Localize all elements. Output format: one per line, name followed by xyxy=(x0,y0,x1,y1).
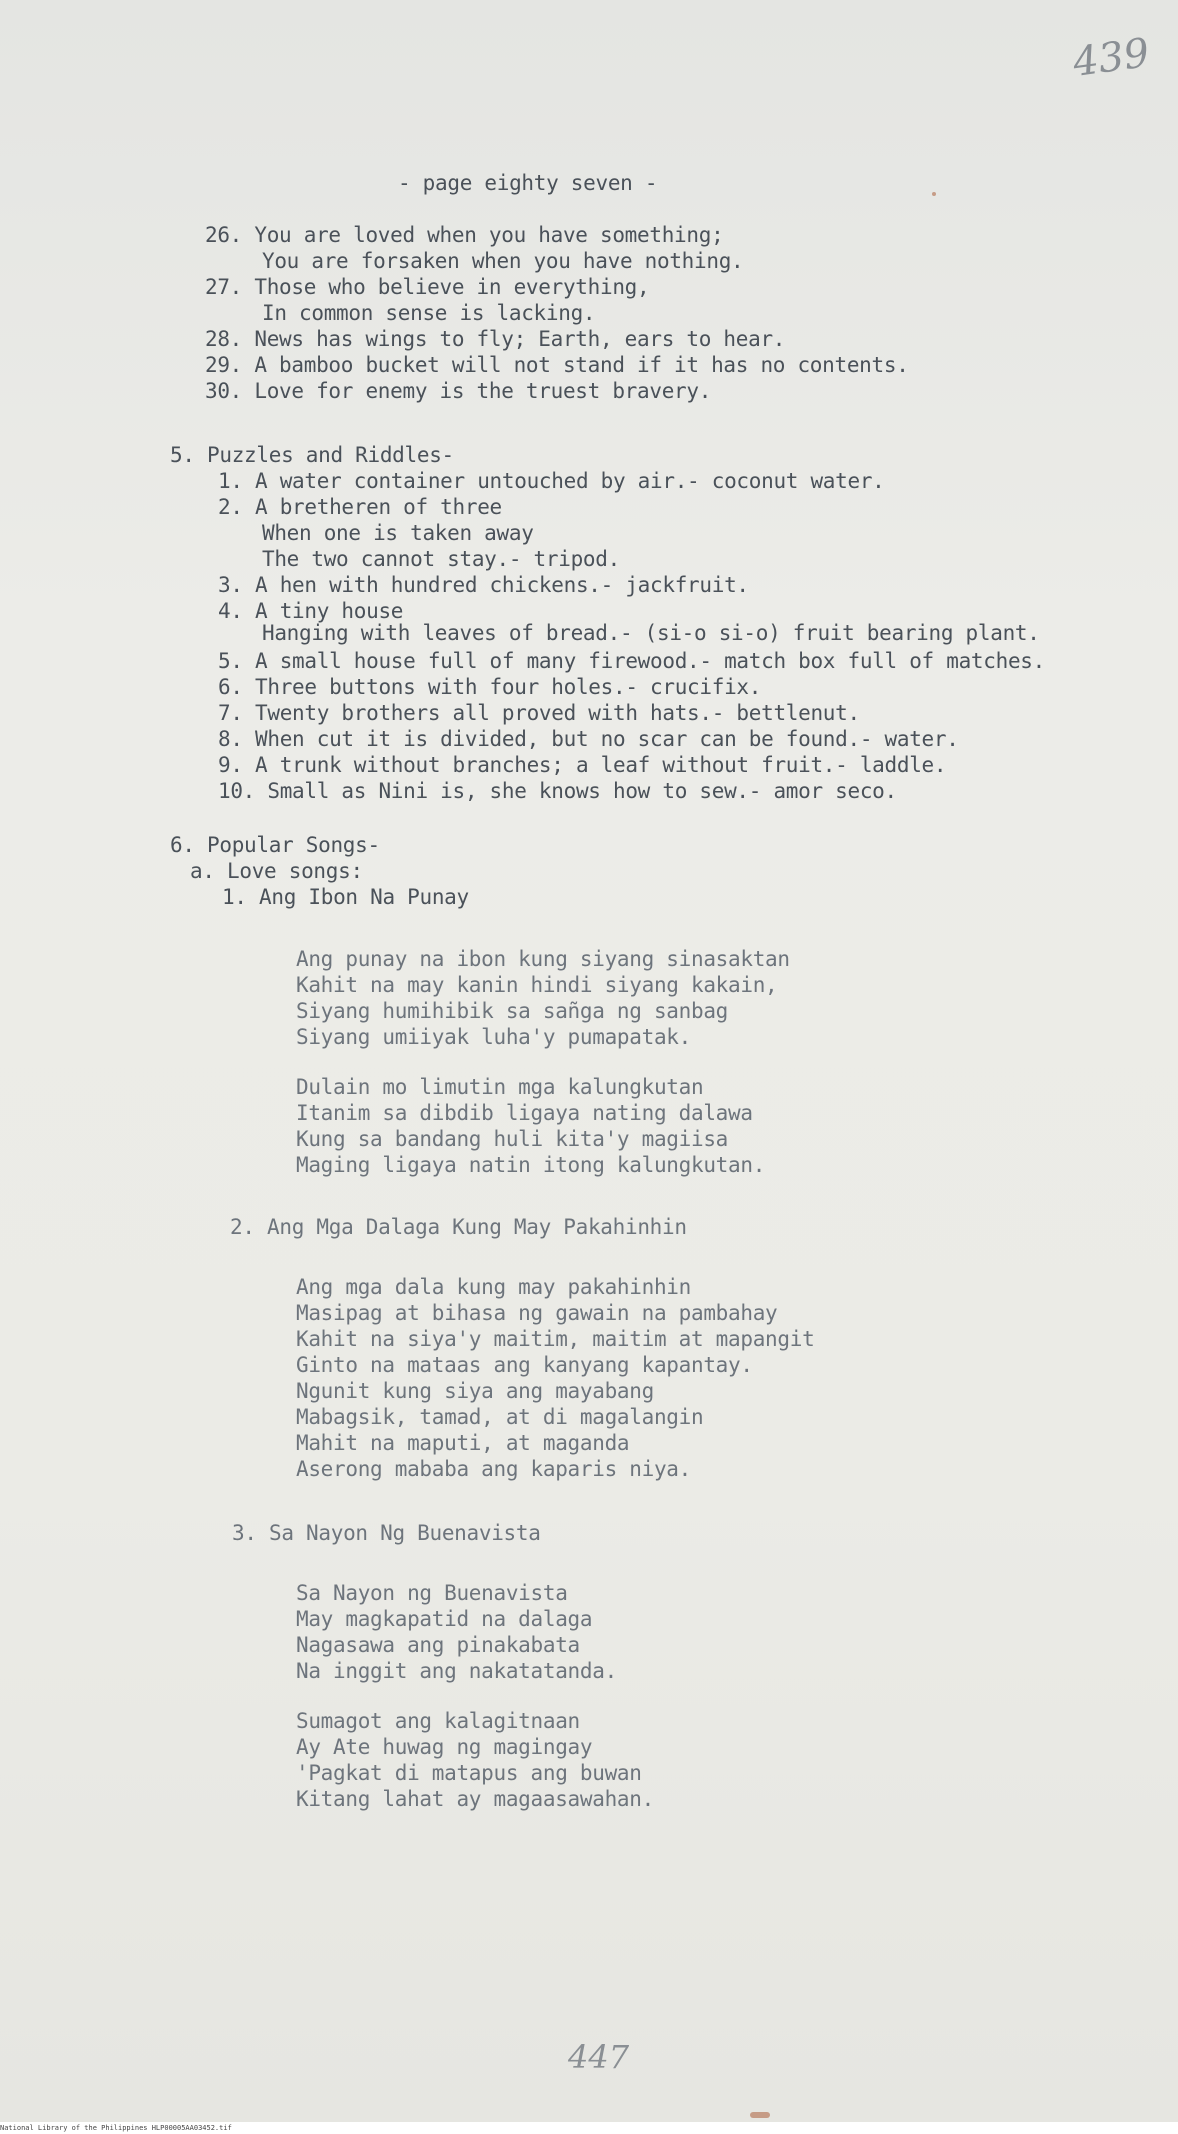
songs-subheading: a. Love songs: xyxy=(190,859,363,883)
section-heading-songs: 6. Popular Songs- xyxy=(170,833,380,857)
riddle-line: 4. A tiny house xyxy=(218,599,404,623)
lyric-line: Kahit na siya'y maitim, maitim at mapangit xyxy=(296,1327,815,1351)
lyric-line: Nagasawa ang pinakabata xyxy=(296,1633,580,1657)
proverb-line: In common sense is lacking. xyxy=(262,301,596,325)
song-title: 2. Ang Mga Dalaga Kung May Pakahinhin xyxy=(230,1215,687,1239)
lyric-line: Maging ligaya natin itong kalungkutan. xyxy=(296,1153,766,1177)
proverb-line: 28. News has wings to fly; Earth, ears to hear. xyxy=(205,327,786,351)
proverb-line: You are forsaken when you have nothing. xyxy=(262,249,744,273)
proverb-line: 29. A bamboo bucket will not stand if it has no contents. xyxy=(205,353,909,377)
lyric-line: Kitang lahat ay magaasawahan. xyxy=(296,1787,654,1811)
section-heading-riddles: 5. Puzzles and Riddles- xyxy=(170,443,454,467)
lyric-line: May magkapatid na dalaga xyxy=(296,1607,593,1631)
lyric-line: Dulain mo limutin mga kalungkutan xyxy=(296,1075,704,1099)
riddle-line: 1. A water container untouched by air.- coconut water. xyxy=(218,469,885,493)
riddle-line: The two cannot stay.- tripod. xyxy=(262,547,620,571)
bottom-page-number: 447 xyxy=(568,2038,630,2076)
lyric-line: Siyang umiiyak luha'y pumapatak. xyxy=(296,1025,691,1049)
riddle-line: 2. A bretheren of three xyxy=(218,495,502,519)
lyric-line: Mahit na maputi, at maganda xyxy=(296,1431,630,1455)
paper-speck xyxy=(750,2112,770,2118)
song-title: 3. Sa Nayon Ng Buenavista xyxy=(232,1521,541,1545)
riddle-line: 6. Three buttons with four holes.- crucifix. xyxy=(218,675,762,699)
lyric-line: Ginto na mataas ang kanyang kapantay. xyxy=(296,1353,753,1377)
lyric-line: Ang punay na ibon kung siyang sinasaktan xyxy=(296,947,790,971)
lyric-line: Sa Nayon ng Buenavista xyxy=(296,1581,568,1605)
proverb-line: 27. Those who believe in everything, xyxy=(205,275,650,299)
song-title: 1. Ang Ibon Na Punay xyxy=(222,885,469,909)
lyric-line: Ay Ate huwag ng magingay xyxy=(296,1735,593,1759)
riddle-line: 5. A small house full of many firewood.- match box full of matches. xyxy=(218,649,1045,673)
paper-speck xyxy=(932,192,936,196)
lyric-line: Ang mga dala kung may pakahinhin xyxy=(296,1275,691,1299)
riddle-line: 3. A hen with hundred chickens.- jackfruit. xyxy=(218,573,749,597)
lyric-line: 'Pagkat di matapus ang buwan xyxy=(296,1761,642,1785)
page-header: - page eighty seven - xyxy=(398,171,658,195)
lyric-line: Sumagot ang kalagitnaan xyxy=(296,1709,580,1733)
proverb-line: 30. Love for enemy is the truest bravery. xyxy=(205,379,712,403)
lyric-line: Siyang humihibik sa sañga ng sanbag xyxy=(296,999,729,1023)
corner-page-number: 439 xyxy=(1070,29,1153,87)
riddle-line: When one is taken away xyxy=(262,521,534,545)
lyric-line: Itanim sa dibdib ligaya nating dalawa xyxy=(296,1101,753,1125)
lyric-line: Mabagsik, tamad, at di magalangin xyxy=(296,1405,704,1429)
lyric-line: Aserong mababa ang kaparis niya. xyxy=(296,1457,691,1481)
lyric-line: Kahit na may kanin hindi siyang kakain, xyxy=(296,973,778,997)
lyric-line: Na inggit ang nakatatanda. xyxy=(296,1659,617,1683)
riddle-line: 9. A trunk without branches; a leaf without fruit.- laddle. xyxy=(218,753,947,777)
lyric-line: Ngunit kung siya ang mayabang xyxy=(296,1379,654,1403)
scan-footer: National Library of the Philippines HLP00005AA03452.tif xyxy=(0,2122,1178,2134)
proverb-line: 26. You are loved when you have something; xyxy=(205,223,724,247)
lyric-line: Masipag at bihasa ng gawain na pambahay xyxy=(296,1301,778,1325)
riddle-line: Hanging with leaves of bread.- (si-o si-o) fruit bearing plant. xyxy=(262,621,1040,645)
riddle-line: 7. Twenty brothers all proved with hats.- bettlenut. xyxy=(218,701,860,725)
lyric-line: Kung sa bandang huli kita'y magiisa xyxy=(296,1127,729,1151)
riddle-line: 10. Small as Nini is, she knows how to sew.- amor seco. xyxy=(218,779,897,803)
riddle-line: 8. When cut it is divided, but no scar can be found.- water. xyxy=(218,727,959,751)
